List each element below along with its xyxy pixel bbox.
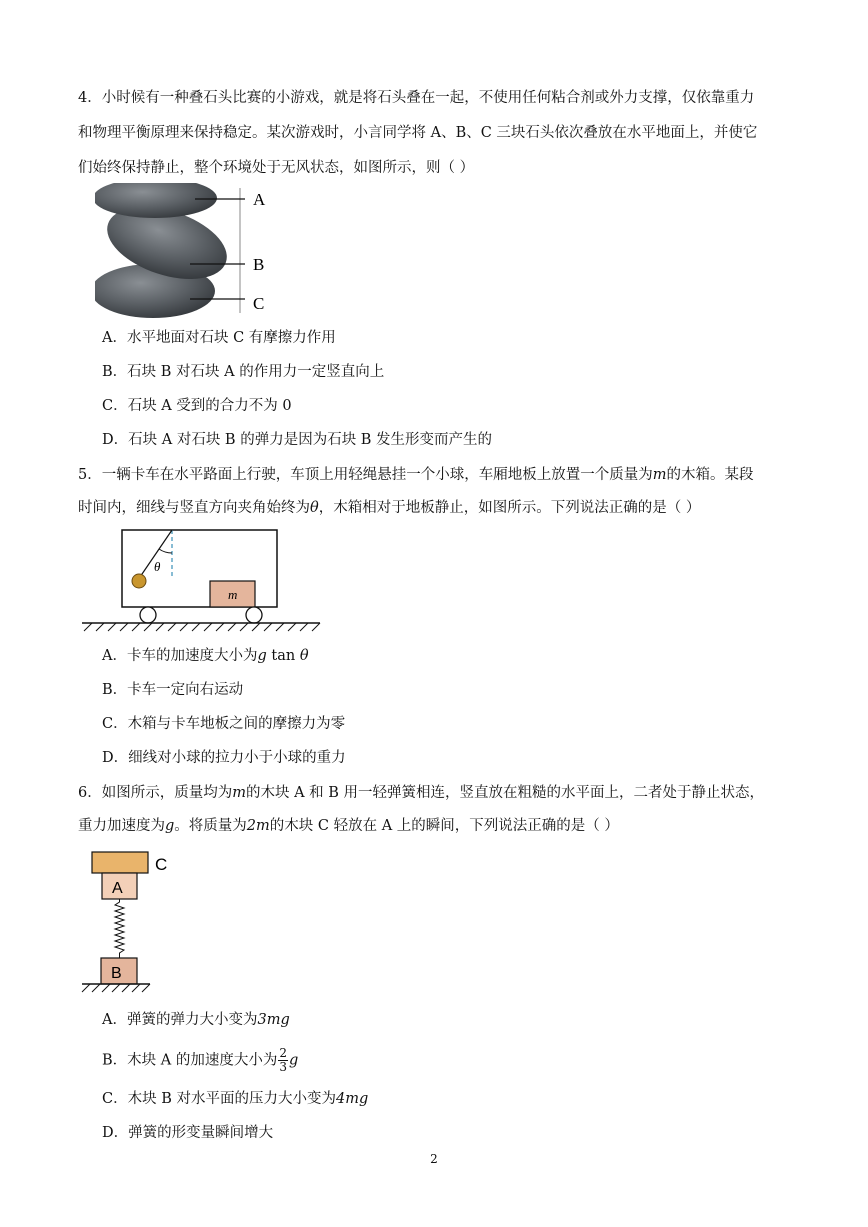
q5-option-a [102,646,309,666]
ground-hatching [84,623,320,631]
q6-stem-line1-text: 6．如图所示，质量均为 [78,785,233,801]
q6-option-b-g: g [289,1052,299,1069]
angle-label: θ [154,559,161,574]
stacked-stones-figure [95,183,285,318]
q5-option-a-text: A．卡车的加速度大小为 [102,648,258,664]
fraction-two-thirds [278,1047,288,1074]
q6-option-a-value: 3mg [257,1012,290,1028]
q6-option-b-text: B．木块 A 的加速度大小为 [102,1052,278,1069]
box-mass-label: m [228,587,238,602]
q5-stem-line2 [78,498,798,518]
q6-stem-line2-mid: 。将质量为 [174,818,247,834]
q5-option-b: B．卡车一定向右运动 [102,682,244,698]
q6-stem-line2-text: 重力加速度为 [78,818,165,834]
q5-var-m: m [652,467,667,483]
q4-option-c: C．石块 A 受到的合力不为 0 [102,398,292,414]
q6-option-c-text: C．木块 B 对水平面的压力大小变为 [102,1091,336,1107]
page-number: 2 [430,1152,438,1166]
ground-hatching [82,984,150,992]
fraction-denominator: 3 [279,1060,287,1074]
q6-option-c-value: 4mg [335,1091,369,1107]
truck-pendulum-figure [82,525,327,635]
spring [115,899,124,958]
q6-option-c [102,1089,368,1109]
q5-option-a-g: g [257,648,267,664]
ball [132,574,146,588]
stone-a [95,183,217,218]
q5-stem-line2-text: 时间内，细线与竖直方向夹角始终为 [78,500,310,516]
q5-stem-line1 [78,465,798,485]
block-c [92,852,148,873]
wheel-left [140,607,156,623]
q6-option-b [102,1047,298,1074]
q4-stem-line3: 们始终保持静止，整个环境处于无风状态，如图所示，则（ ） [78,160,475,176]
q5-stem-line1-text: 5．一辆卡车在水平路面上行驶，车顶上用轻绳悬挂一个小球，车厢地板上放置一个质量为 [78,467,653,483]
q6-var-2m: 2m [246,818,270,834]
wheel-right [246,607,262,623]
block-b-label: B [111,965,122,982]
block-c-label: C [155,855,168,874]
q5-option-d: D．细线对小球的拉力小于小球的重力 [102,750,346,766]
q6-option-a-text: A．弹簧的弹力大小变为 [102,1012,258,1028]
q5-option-a-theta: θ [299,648,309,664]
q4-stem-line1: 4．小时候有一种叠石头比赛的小游戏，就是将石头叠在一起，不使用任何粘合剂或外力支撑，仅依靠重力 [78,90,755,106]
spring-blocks-figure [80,848,180,998]
q5-stem-line2-tail: ，木箱相对于地板静止，如图所示。下列说法正确的是（ ） [318,500,701,516]
q6-option-a [102,1010,290,1030]
q6-stem-line2 [78,816,798,836]
q6-option-d: D．弹簧的形变量瞬间增大 [102,1125,274,1141]
q6-stem-line1 [78,783,798,803]
q6-stem-line1-tail: 的木块 A 和 B 用一轻弹簧相连，竖直放在粗糙的水平面上，二者处于静止状态， [245,785,765,801]
block-a-label: A [112,880,123,897]
q6-stem-line2-tail: 的木块 C 轻放在 A 上的瞬间，下列说法正确的是（ ） [269,818,619,834]
q4-option-d: D．石块 A 对石块 B 的弹力是因为石块 B 发生形变而产生的 [102,432,493,448]
label-c: C [253,294,265,313]
q6-var-g: g [165,818,175,834]
q5-option-c: C．木箱与卡车地板之间的摩擦力为零 [102,716,346,732]
label-a: A [253,190,266,209]
label-b: B [253,255,265,274]
q5-stem-line1-tail: 的木箱。某段 [666,467,754,483]
q5-option-a-tan: tan [266,648,300,664]
q6-var-m: m [232,785,246,801]
q5-var-theta: θ [310,500,319,516]
q4-option-b: B．石块 B 对石块 A 的作用力一定竖直向上 [102,364,385,380]
q4-stem-line2: 和物理平衡原理来保持稳定。某次游戏时，小言同学将 A、B、C 三块石头依次叠放在水平地面上，并使它 [78,125,758,141]
q4-option-a: A．水平地面对石块 C 有摩擦力作用 [102,330,336,346]
fraction-numerator: 2 [279,1046,287,1060]
